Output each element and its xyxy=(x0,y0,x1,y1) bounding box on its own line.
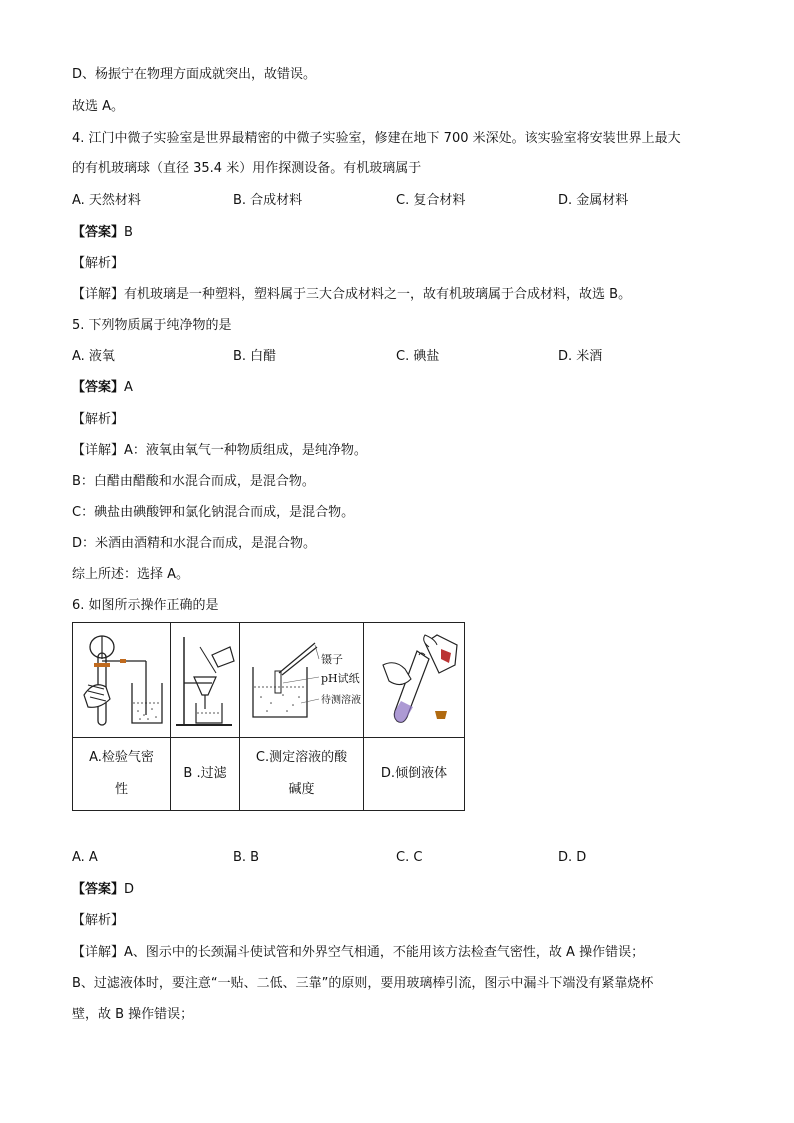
q6-option-d: D. D xyxy=(558,850,587,865)
caption-a: A.检验气密 性 xyxy=(73,738,171,811)
question-4-stem: 4. 江门中微子实验室是世界最精密的中微子实验室，修建在地下 700 米深处。该实验室将安装世界上最大 xyxy=(72,131,681,146)
answer-label: 【答案】 xyxy=(72,225,125,240)
q4-analysis-label: 【解析】 xyxy=(72,256,125,271)
text-line: C：碘盐由碘酸钾和氯化钠混合而成，是混合物。 xyxy=(72,505,355,520)
question-5-stem: 5. 下列物质属于纯净物的是 xyxy=(72,318,232,333)
q5-detail xyxy=(72,442,367,460)
q4-option-a: A. 天然材料 xyxy=(72,193,141,208)
filtration-illustration xyxy=(172,625,238,735)
answer-value: D xyxy=(124,882,135,897)
caption-c: C.测定溶液的酸 碱度 xyxy=(240,738,364,811)
operations-figure-table xyxy=(72,622,465,811)
text-line: 综上所述：选择 A。 xyxy=(72,567,190,582)
q6-detail xyxy=(72,944,644,962)
solution-label: 待测溶液 xyxy=(320,695,361,706)
q5-answer xyxy=(72,379,133,397)
text-line: 故选 A。 xyxy=(72,99,125,114)
text-line: B：白醋由醋酸和水混合而成，是混合物。 xyxy=(72,474,315,489)
ph-paper-label: pH试纸 xyxy=(320,672,360,685)
q4-detail xyxy=(72,286,631,304)
answer-value: A xyxy=(124,380,133,395)
q5-option-b: B. 白醋 xyxy=(233,349,277,364)
tweezers-label: 镊子 xyxy=(320,653,343,666)
text-line: B、过滤液体时，要注意“一贴、二低、三靠”的原则，要用玻璃棒引流，图示中漏斗下端没有紧靠烧杯 xyxy=(72,976,654,991)
detail-text: 有机玻璃是一种塑料，塑料属于三大合成材料之一，故有机玻璃属于合成材料，故选 B。 xyxy=(124,287,632,302)
q5-option-a: A. 液氧 xyxy=(72,349,115,364)
ph-test-illustration xyxy=(241,625,363,735)
question-6-stem: 6. 如图所示操作正确的是 xyxy=(72,598,219,613)
q6-answer xyxy=(72,881,134,899)
figure-b-cell xyxy=(171,623,240,738)
text-line: D：米酒由酒精和水混合而成，是混合物。 xyxy=(72,536,317,551)
q4-option-b: B. 合成材料 xyxy=(233,193,303,208)
q4-answer xyxy=(72,224,133,242)
pour-liquid-illustration xyxy=(365,625,463,735)
detail-label: 【详解】 xyxy=(72,443,125,458)
answer-value: B xyxy=(124,225,133,240)
detail-text: A：液氧由氧气一种物质组成，是纯净物。 xyxy=(124,443,367,458)
answer-label: 【答案】 xyxy=(72,380,125,395)
q6-option-b: B. B xyxy=(233,850,260,865)
text-line: D、杨振宁在物理方面成就突出，故错误。 xyxy=(72,67,317,82)
q6-option-a: A. A xyxy=(72,850,98,865)
figure-a-cell xyxy=(73,623,171,738)
q5-option-d: D. 米酒 xyxy=(558,349,603,364)
q5-analysis-label: 【解析】 xyxy=(72,412,125,427)
airtightness-test-illustration xyxy=(74,625,170,735)
answer-label: 【答案】 xyxy=(72,882,125,897)
text-line: 壁，故 B 操作错误； xyxy=(72,1007,194,1022)
figure-c-cell xyxy=(240,623,364,738)
caption-b: B .过滤 xyxy=(171,738,240,811)
q5-option-c: C. 碘盐 xyxy=(396,349,440,364)
q6-analysis-label: 【解析】 xyxy=(72,913,125,928)
detail-label: 【详解】 xyxy=(72,287,125,302)
q4-option-d: D. 金属材料 xyxy=(558,193,629,208)
figure-d-cell xyxy=(364,623,465,738)
detail-label: 【详解】 xyxy=(72,945,125,960)
question-4-stem-cont: 的有机玻璃球（直径 35.4 米）用作探测设备。有机玻璃属于 xyxy=(72,161,422,176)
q6-option-c: C. C xyxy=(396,850,423,865)
q4-option-c: C. 复合材料 xyxy=(396,193,466,208)
detail-text: A、图示中的长颈漏斗使试管和外界空气相通，不能用该方法检查气密性，故 A 操作错误； xyxy=(124,945,645,960)
caption-d: D.倾倒液体 xyxy=(364,738,465,811)
